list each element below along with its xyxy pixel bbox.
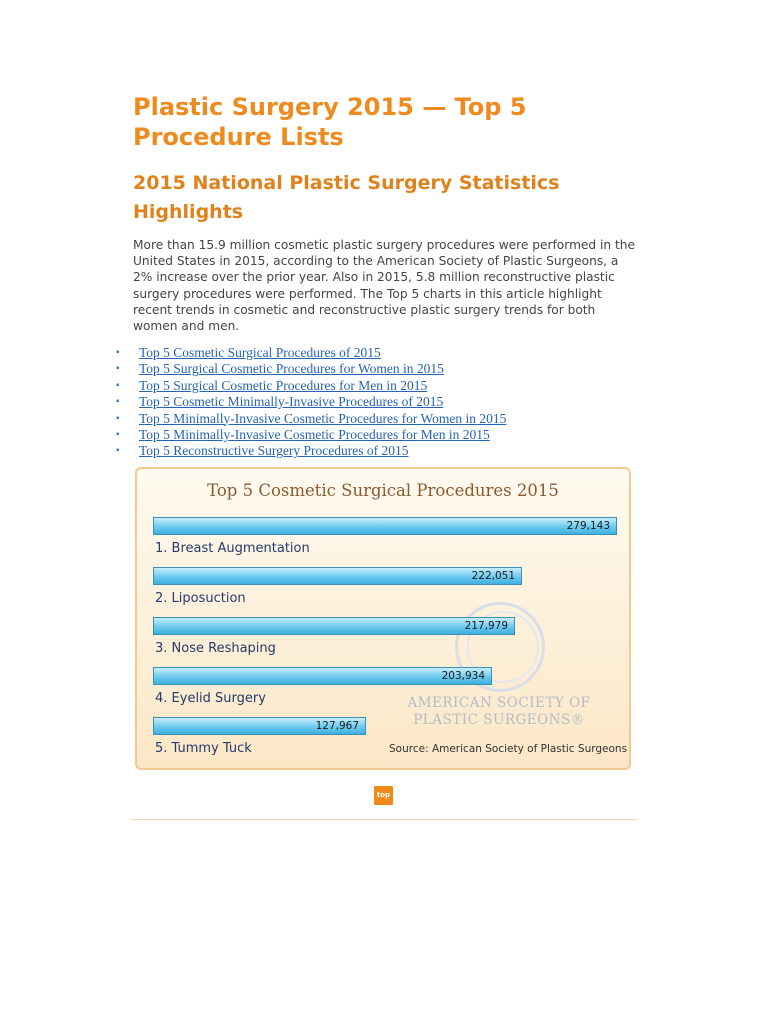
bullet-icon: ▪ [116, 396, 120, 408]
bar-value-label: 217,979 [464, 620, 508, 632]
article-link[interactable]: Top 5 Surgical Cosmetic Procedures for Women in 2015 [139, 361, 444, 377]
bullet-icon: ▪ [116, 428, 120, 440]
article-link[interactable]: Top 5 Minimally-Invasive Cosmetic Procedures for Men in 2015 [139, 426, 490, 442]
page-title: Plastic Surgery 2015 — Top 5 Procedure Lists [133, 93, 527, 151]
link-list [114, 345, 634, 460]
bullet-icon: ▪ [116, 412, 120, 424]
bar-category-label: 3. Nose Reshaping [155, 641, 276, 656]
chart-bar [153, 717, 366, 735]
link-list-item [114, 378, 634, 394]
chart-bar [153, 667, 492, 685]
bar-category-label: 4. Eyelid Surgery [155, 691, 266, 706]
link-list-item [114, 394, 634, 410]
article-link[interactable]: Top 5 Surgical Cosmetic Procedures for Men in 2015 [139, 377, 428, 393]
bullet-icon: ▪ [116, 445, 120, 457]
watermark-line-2: PLASTIC SURGEONS® [413, 712, 585, 728]
link-list-item [114, 361, 634, 377]
bar-value-label: 203,934 [441, 670, 485, 682]
article-link[interactable]: Top 5 Reconstructive Surgery Procedures of 2015 [139, 443, 409, 459]
chart-source: Source: American Society of Plastic Surgeons [389, 743, 628, 755]
bar-value-label: 279,143 [566, 520, 610, 532]
section-heading: 2015 National Plastic Surgery Statistics Highlights [133, 172, 560, 223]
watermark-line-1: AMERICAN SOCIETY OF [407, 695, 591, 711]
intro-paragraph: More than 15.9 million cosmetic plastic surgery procedures were performed in the United States in 2015, according to the American Society of Plastic Surgeons, a 2% increase over the prior year. Also in 2015, 5.8 million reconstructive plastic surgery procedures were performed. The Top 5 charts in this article highlight recent trends in cosmetic and reconstructive plastic surgery trends for both women and men. [133, 238, 636, 334]
bar-category-label: 5. Tummy Tuck [155, 741, 252, 756]
bullet-icon: ▪ [116, 363, 120, 375]
bar-value-label: 222,051 [471, 570, 515, 582]
article-link[interactable]: Top 5 Cosmetic Minimally-Invasive Procedures of 2015 [139, 394, 444, 410]
chart-bar [153, 567, 522, 585]
bar-value-label: 127,967 [315, 720, 359, 732]
bar-category-label: 2. Liposuction [155, 591, 246, 606]
bar-category-label: 1. Breast Augmentation [155, 541, 310, 556]
chart-bar [153, 617, 515, 635]
link-list-item [114, 443, 634, 459]
chart-panel [135, 467, 631, 770]
top-badge-icon[interactable]: top [374, 786, 393, 805]
article-link[interactable]: Top 5 Minimally-Invasive Cosmetic Procedures for Women in 2015 [139, 410, 507, 426]
chart-title: Top 5 Cosmetic Surgical Procedures 2015 [207, 481, 559, 500]
article-link[interactable]: Top 5 Cosmetic Surgical Procedures of 2015 [139, 345, 381, 360]
bullet-icon: ▪ [116, 347, 120, 358]
link-list-item [114, 427, 634, 443]
chart-bar [153, 517, 617, 535]
link-list-item [114, 345, 634, 361]
bullet-icon: ▪ [116, 379, 120, 391]
link-list-item [114, 411, 634, 427]
divider [131, 819, 637, 820]
asps-watermark [399, 695, 599, 729]
